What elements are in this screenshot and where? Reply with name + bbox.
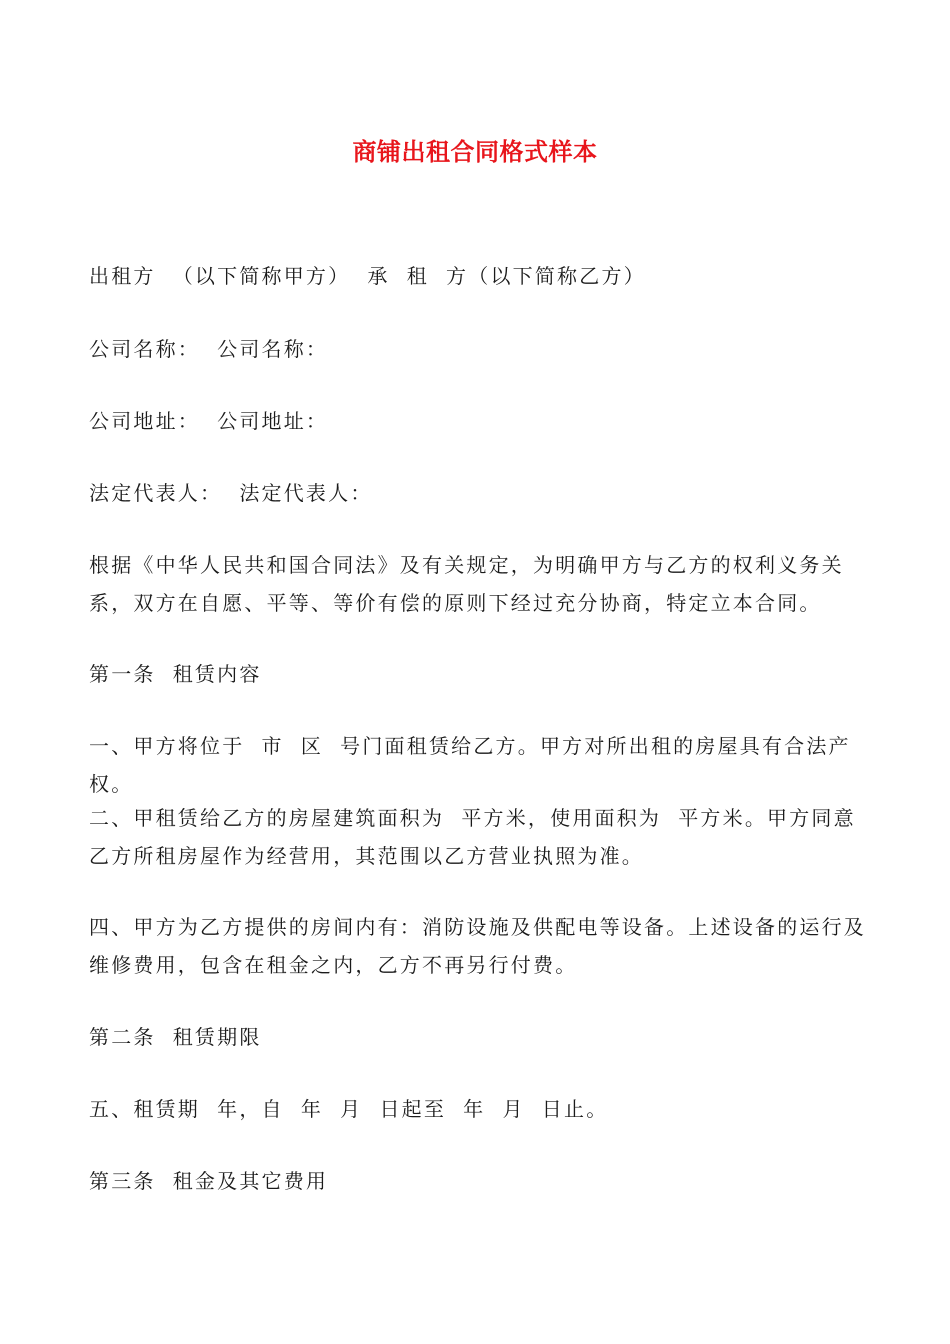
article-1-heading: 第一条 租赁内容	[89, 662, 262, 686]
legal-representative-line: 法定代表人： 法定代表人：	[89, 481, 373, 505]
clause-4: 四、甲方为乙方提供的房间内有：消防设施及供配电等设备。上述设备的运行及维修费用，包含在租金之内，乙方不再另行付费。	[89, 915, 866, 977]
article-3-heading: 第三条 租金及其它费用	[89, 1169, 329, 1193]
company-address-line: 公司地址： 公司地址：	[89, 409, 329, 433]
article-2-heading: 第二条 租赁期限	[89, 1025, 262, 1049]
preamble-paragraph: 根据《中华人民共和国合同法》及有关规定，为明确甲方与乙方的权利义务关系，双方在自愿、平等、等价有偿的原则下经过充分协商，特定立本合同。	[89, 553, 844, 615]
clause-1: 一、甲方将位于 市 区 号门面租赁给乙方。甲方对所出租的房屋具有合法产权。	[89, 734, 851, 796]
company-name-line: 公司名称： 公司名称：	[89, 337, 329, 361]
clause-2: 二、甲租赁给乙方的房屋建筑面积为 平方米，使用面积为 平方米。甲方同意乙方所租房屋作为经营用，其范围以乙方营业执照为准。	[89, 806, 856, 868]
parties-line: 出租方 （以下简称甲方） 承 租 方（以下简称乙方）	[89, 264, 646, 288]
document-title: 商铺出租合同格式样本	[352, 138, 598, 166]
clause-5: 五、租赁期 年，自 年 月 日起至 年 月 日止。	[89, 1097, 609, 1121]
